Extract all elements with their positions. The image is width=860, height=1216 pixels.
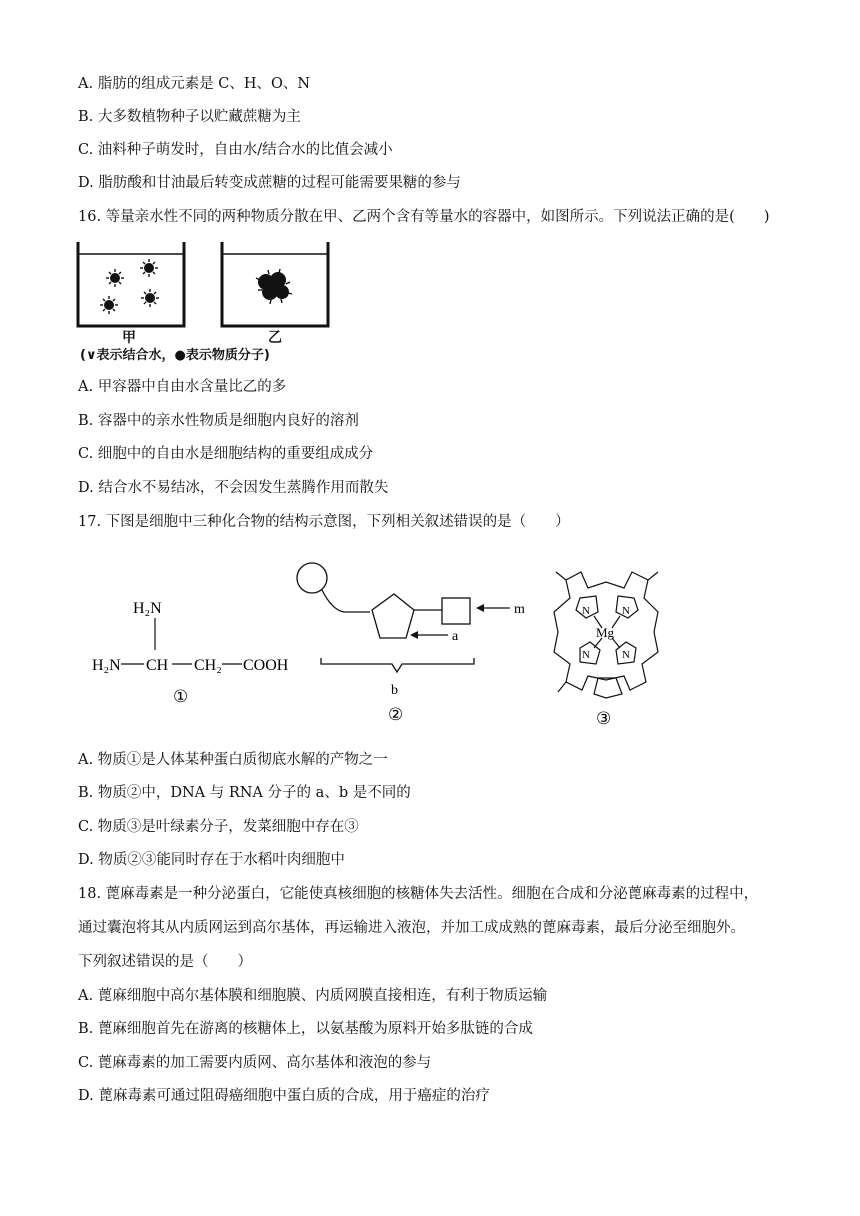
brace-b bbox=[321, 658, 474, 672]
amino-acid-structure bbox=[88, 596, 298, 708]
pentose-ring bbox=[372, 594, 414, 638]
chlorophyll-structure bbox=[546, 566, 668, 728]
amino-h2n-top: H₂N bbox=[133, 600, 162, 617]
q18-option-a: A. 蓖麻细胞中高尔基体膜和细胞膜、内质网膜直接相连，有利于物质运输 bbox=[78, 988, 548, 1004]
label-m: m bbox=[514, 602, 525, 617]
q16-option-c: C. 细胞中的自由水是细胞结构的重要组成成分 bbox=[78, 446, 374, 462]
nitrogen-4: N bbox=[622, 649, 630, 661]
label-jia: 甲 bbox=[122, 330, 136, 346]
nucleotide-number: ② bbox=[388, 705, 404, 724]
q17-stem: 17. 下图是细胞中三种化合物的结构示意图，下列相关叙述错误的是（ ） bbox=[78, 514, 570, 530]
phosphate-circle bbox=[297, 563, 327, 593]
base-square bbox=[442, 598, 470, 624]
q16-option-b: B. 容器中的亲水性物质是细胞内良好的溶剂 bbox=[78, 413, 359, 429]
q18-stem-line-1: 18. 蓖麻毒素是一种分泌蛋白，它能使真核细胞的核糖体失去活性。细胞在合成和分泌蓖麻毒素的过程中， bbox=[78, 886, 759, 902]
q18-option-b: B. 蓖麻细胞首先在游离的核糖体上，以氨基酸为原料开始多肽链的合成 bbox=[78, 1021, 533, 1037]
container-jia bbox=[78, 242, 184, 326]
q18-stem-line-2: 通过囊泡将其从内质网运到高尔基体，再运输进入液泡，并加工成成熟的蓖麻毒素，最后分泌至细胞外。 bbox=[78, 920, 745, 936]
nitrogen-3: N bbox=[582, 649, 590, 661]
q18-option-c: C. 蓖麻毒素的加工需要内质网、高尔基体和液泡的参与 bbox=[78, 1055, 432, 1071]
amino-ch2: CH₂ bbox=[194, 657, 222, 674]
amino-cooh: COOH bbox=[243, 657, 289, 674]
amino-number: ① bbox=[173, 687, 189, 706]
amino-ch: CH bbox=[146, 657, 169, 674]
q16-option-d: D. 结合水不易结冰，不会因发生蒸腾作用而散失 bbox=[78, 480, 389, 496]
q18-stem-line-3: 下列叙述错误的是（ ） bbox=[78, 954, 252, 970]
label-a: a bbox=[452, 629, 459, 644]
nitrogen-1: N bbox=[582, 605, 590, 617]
amino-h2n-left: H₂N bbox=[92, 657, 121, 674]
q17-option-d: D. 物质②③能同时存在于水稻叶肉细胞中 bbox=[78, 852, 345, 868]
chlorophyll-number: ③ bbox=[596, 709, 612, 728]
molecule-cluster-yi bbox=[256, 269, 292, 304]
nucleotide-structure bbox=[294, 560, 534, 726]
q16-containers-figure bbox=[76, 238, 346, 338]
q15-option-c: C. 油料种子萌发时，自由水/结合水的比值会减小 bbox=[78, 142, 393, 158]
q16-option-a: A. 甲容器中自由水含量比乙的多 bbox=[78, 379, 287, 395]
q15-option-a: A. 脂肪的组成元素是 C、H、O、N bbox=[78, 76, 311, 92]
nitrogen-2: N bbox=[622, 605, 630, 617]
q15-option-d: D. 脂肪酸和甘油最后转变成蔗糖的过程可能需要果糖的参与 bbox=[78, 175, 461, 191]
figure-legend: (∨表示结合水，●表示物质分子) bbox=[80, 348, 270, 363]
q17-option-b: B. 物质②中，DNA 与 RNA 分子的 a、b 是不同的 bbox=[78, 785, 411, 801]
molecules-jia bbox=[100, 259, 159, 314]
q18-option-d: D. 蓖麻毒素可通过阻碍癌细胞中蛋白质的合成，用于癌症的治疗 bbox=[78, 1088, 490, 1104]
q17-option-c: C. 物质③是叶绿素分子，发菜细胞中存在③ bbox=[78, 819, 359, 835]
magnesium: Mg bbox=[596, 625, 615, 640]
q16-stem: 16. 等量亲水性不同的两种物质分散在甲、乙两个含有等量水的容器中，如图所示。下列说法正确的是( ) bbox=[78, 209, 770, 225]
q15-option-b: B. 大多数植物种子以贮藏蔗糖为主 bbox=[78, 109, 301, 125]
label-b: b bbox=[391, 683, 398, 698]
q17-option-a: A. 物质①是人体某种蛋白质彻底水解的产物之一 bbox=[78, 752, 388, 768]
label-yi: 乙 bbox=[268, 330, 282, 346]
